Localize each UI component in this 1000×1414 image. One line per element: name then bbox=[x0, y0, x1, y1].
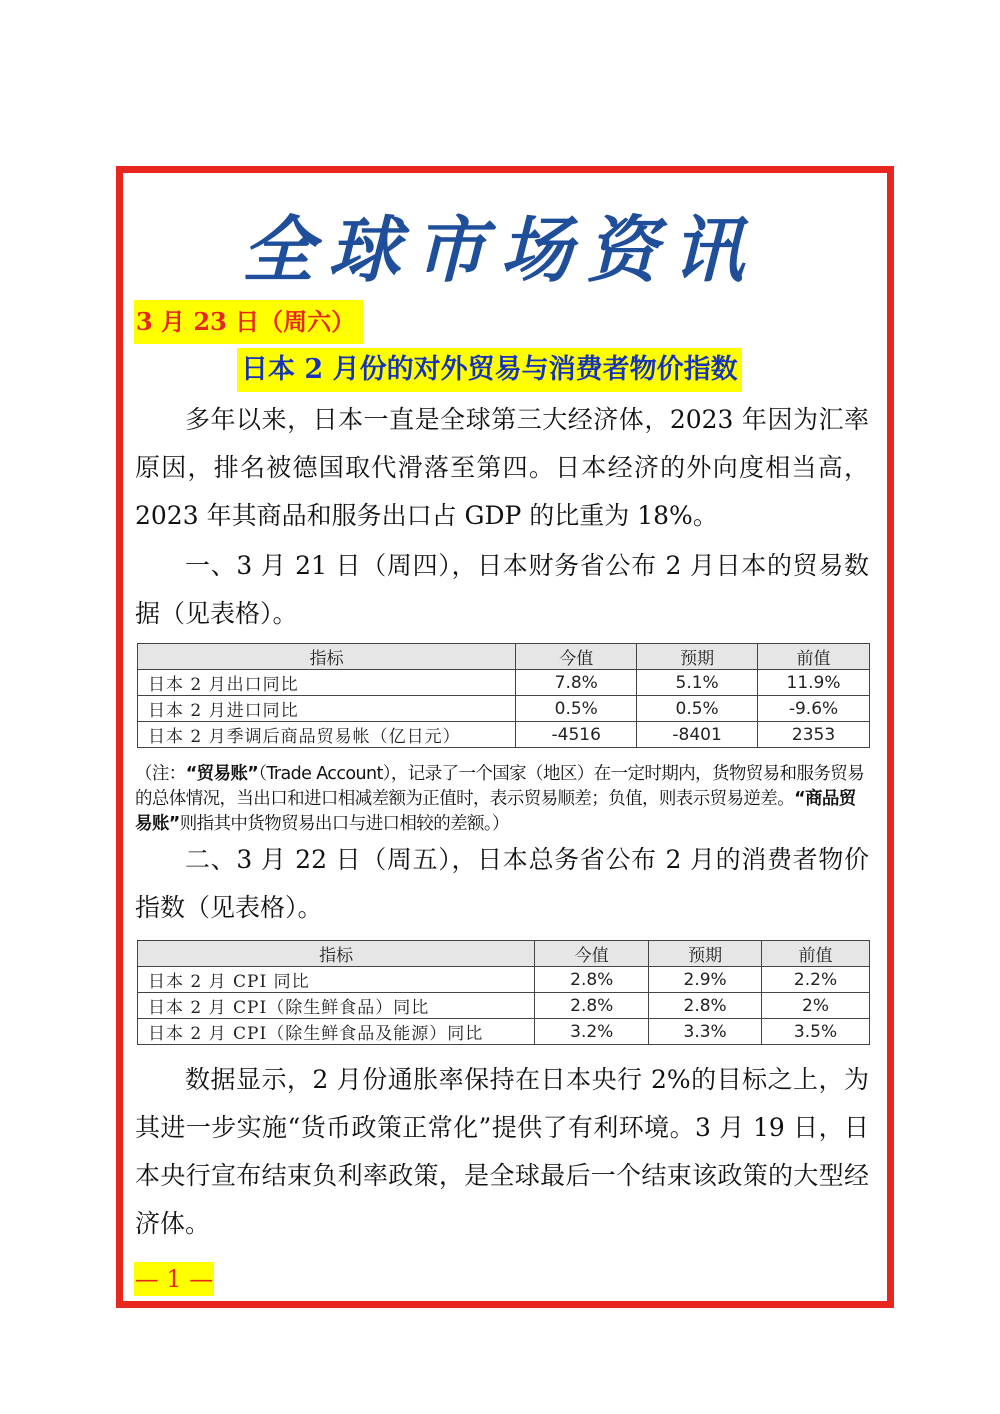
article-headline: 日本 2 月份的对外贸易与消费者物价指数 bbox=[237, 348, 742, 392]
header-actual: 今值 bbox=[516, 644, 637, 670]
trade-data-paragraph: 一、3 月 21 日（周四），日本财务省公布 2 月日本的贸易数据（见表格）。 bbox=[135, 551, 869, 628]
row-forecast: -8401 bbox=[637, 722, 758, 748]
row-forecast: 3.3% bbox=[649, 1019, 762, 1045]
note-open: （注： bbox=[135, 764, 186, 784]
row-forecast: 0.5% bbox=[637, 696, 758, 722]
table-row bbox=[138, 993, 870, 1019]
header-previous: 前值 bbox=[762, 941, 870, 967]
row-previous: 2% bbox=[762, 993, 870, 1019]
page-number: — 1 — bbox=[134, 1262, 214, 1296]
masthead-title: 全球市场资讯 bbox=[241, 207, 758, 292]
row-previous: 11.9% bbox=[758, 670, 870, 696]
header-forecast: 预期 bbox=[649, 941, 762, 967]
conclusion-paragraph: 数据显示，2 月份通胀率保持在日本央行 2%的目标之上，为其进一步实施“货币政策正常化”提供了有利环境。3 月 19 日，日本央行宣布结束负利率政策，是全球最后一个结束该政策的大型经济体。 bbox=[135, 1065, 869, 1238]
note-term-goods-trade-account: “商品贸易账” bbox=[135, 789, 856, 834]
header-forecast: 预期 bbox=[637, 644, 758, 670]
row-forecast: 2.8% bbox=[649, 993, 762, 1019]
row-indicator: 日本 2 月 CPI（除生鲜食品及能源）同比 bbox=[138, 1019, 535, 1045]
row-indicator: 日本 2 月 CPI（除生鲜食品）同比 bbox=[138, 993, 535, 1019]
note-text-2: 则指其中货物贸易出口与进口相较的差额。） bbox=[179, 814, 509, 834]
table-header-row bbox=[138, 644, 870, 670]
table-row bbox=[138, 696, 870, 722]
intro-paragraph: 多年以来，日本一直是全球第三大经济体，2023 年因为汇率原因，排名被德国取代滑落至第四。日本经济的外向度相当高，2023 年其商品和服务出口占 GDP 的比重为 18%。 bbox=[135, 405, 869, 530]
row-indicator: 日本 2 月季调后商品贸易帐（亿日元） bbox=[138, 722, 516, 748]
table-row bbox=[138, 967, 870, 993]
trade-data-table bbox=[137, 643, 870, 748]
header-actual: 今值 bbox=[535, 941, 649, 967]
note-term-trade-account: “贸易账” bbox=[185, 764, 259, 784]
cpi-data-paragraph: 二、3 月 22 日（周五），日本总务省公布 2 月的消费者物价指数（见表格）。 bbox=[135, 845, 869, 922]
row-actual: -4516 bbox=[516, 722, 637, 748]
trade-account-note bbox=[135, 762, 869, 837]
row-previous: -9.6% bbox=[758, 696, 870, 722]
row-forecast: 2.9% bbox=[649, 967, 762, 993]
row-actual: 2.8% bbox=[535, 967, 649, 993]
row-indicator: 日本 2 月 CPI 同比 bbox=[138, 967, 535, 993]
note-text-1: （Trade Account），记录了一个国家（地区）在一定时期内，货物贸易和服务贸易的总体情况，当出口和进口相减差额为正值时，表示贸易顺差；负值，则表示贸易逆差。 bbox=[135, 764, 865, 809]
issue-date: 3 月 23 日（周六） bbox=[134, 300, 363, 344]
row-indicator: 日本 2 月出口同比 bbox=[138, 670, 516, 696]
header-indicator: 指标 bbox=[138, 941, 535, 967]
header-indicator: 指标 bbox=[138, 644, 516, 670]
row-previous: 2.2% bbox=[762, 967, 870, 993]
row-actual: 2.8% bbox=[535, 993, 649, 1019]
row-actual: 3.2% bbox=[535, 1019, 649, 1045]
cpi-data-table bbox=[137, 940, 870, 1045]
row-previous: 3.5% bbox=[762, 1019, 870, 1045]
row-indicator: 日本 2 月进口同比 bbox=[138, 696, 516, 722]
table-row bbox=[138, 670, 870, 696]
row-actual: 7.8% bbox=[516, 670, 637, 696]
table-row bbox=[138, 1019, 870, 1045]
table-row bbox=[138, 722, 870, 748]
header-previous: 前值 bbox=[758, 644, 870, 670]
row-actual: 0.5% bbox=[516, 696, 637, 722]
row-previous: 2353 bbox=[758, 722, 870, 748]
row-forecast: 5.1% bbox=[637, 670, 758, 696]
table-header-row bbox=[138, 941, 870, 967]
